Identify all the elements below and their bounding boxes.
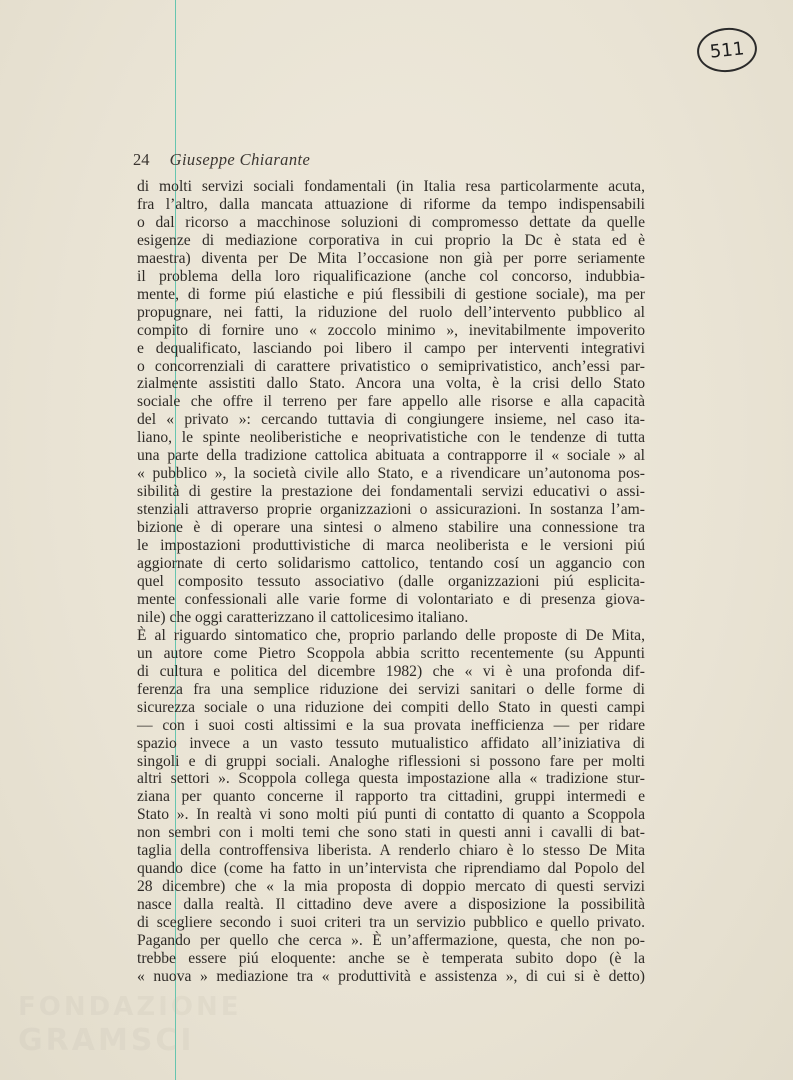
text-line: nasce dalla realtà. Il cittadino deve avere a disposizione la possibilità (137, 896, 645, 914)
text-line: ferenza fra una semplice riduzione dei servizi sanitari o delle forme di (137, 680, 645, 698)
text-line: maestra) diventa per De Mita l’occasione non già per porre seriamente (137, 249, 645, 267)
watermark-line-1: FONDAZIONE (18, 992, 242, 1022)
text-line: di scegliere secondo i suoi criteri tra un servizio pubblico e quello privato. (137, 914, 645, 932)
text-line: sociale che offre il terreno per fare appello alle risorse e alla capacità (137, 393, 645, 411)
text-line: mente, di forme piú elastiche e piú flessibili di gestione sociale), ma per (137, 285, 645, 303)
running-head (133, 150, 653, 170)
text-line: quando dice (come ha fatto in un’intervista che riprendiamo dal Popolo del (137, 860, 645, 878)
text-line: altri settori ». Scoppola collega questa impostazione alla « tradizione stur- (137, 770, 645, 788)
text-line: compito di fornire uno « zoccolo minimo », inevitabilmente impoverito (137, 321, 645, 339)
text-line: sicurezza sociale o una riduzione dei compiti dello Stato in questi campi (137, 698, 645, 716)
text-line: liano, le spinte neoliberistiche e neoprivatistiche con le tendenze di tutta (137, 429, 645, 447)
text-line: stenziali attraverso proprie organizzazioni o assicurazioni. In sostanza l’am- (137, 501, 645, 519)
text-line: zialmente assistiti dallo Stato. Ancora una volta, è la crisi dello Stato (137, 375, 645, 393)
text-line: fra l’altro, dalla mancata attuazione di riforme da tempo indispensabili (137, 195, 645, 213)
text-line: non sembri con i molti temi che sono stati in questi anni i cavalli di bat- (137, 824, 645, 842)
foundation-watermark (18, 990, 258, 1070)
text-line: propugnare, nei fatti, la riduzione del ruolo dell’intervento pubblico al (137, 303, 645, 321)
text-line: Stato ». In realtà vi sono molti piú punti di contatto di quanto a Scoppola (137, 806, 645, 824)
text-line: esigenze di mediazione corporativa in cui proprio la Dc è stata ed è (137, 231, 645, 249)
text-line: « pubblico », la società civile allo Stato, e a rivendicare un’autonoma pos- (137, 465, 645, 483)
page-number: 24 (133, 150, 150, 169)
text-line: È al riguardo sintomatico che, proprio parlando delle proposte di De Mita, (137, 626, 645, 644)
text-line: spazio invece a un vasto tessuto mutualistico affidato all’iniziativa di (137, 734, 645, 752)
text-line: Pagando per quello che cerca ». È un’affermazione, questa, che non po- (137, 932, 645, 950)
text-line: del « privato »: cercando tuttavia di congiungere insieme, nel caso ita- (137, 411, 645, 429)
text-line: taglia della controffensiva liberista. A renderlo chiaro è lo stesso De Mita (137, 842, 645, 860)
text-line: quel composito tessuto associativo (dalle organizzazioni piú esplicita- (137, 572, 645, 590)
text-line: o dal ricorso a macchinose soluzioni di compromesso dettate da quelle (137, 213, 645, 231)
text-line-paragraph-end: nile) che oggi caratterizzano il cattolicesimo italiano. (137, 608, 469, 626)
text-line: sibilità di gestire la prestazione dei fondamentali servizi educativi o assi- (137, 483, 645, 501)
body-text (137, 178, 645, 986)
text-line: ziana per quanto concerne il rapporto tra cittadini, gruppi intermedi e (137, 788, 645, 806)
watermark-line-2: GRAMSCI (18, 1023, 195, 1058)
text-line: mente confessionali alle varie forme di volontariato e di presenza giova- (137, 590, 645, 608)
text-line: un autore come Pietro Scoppola abbia scritto recentemente (su Appunti (137, 644, 645, 662)
text-line: le impostazioni produttivistiche di marca neoliberista e le versioni piú (137, 537, 645, 555)
archive-stamp: 511 (695, 25, 759, 75)
text-line: di molti servizi sociali fondamentali (in Italia resa particolarmente acuta, (137, 178, 645, 195)
text-line: una parte della tradizione cattolica abituata a contrapporre il « sociale » al (137, 447, 645, 465)
text-line: « nuova » mediazione tra « produttività e assistenza », di cui si è detto) (137, 967, 645, 985)
text-line: trebbe essere piú eloquente: anche se è temperata subito dopo (è la (137, 949, 645, 967)
text-line: 28 dicembre) che « la mia proposta di doppio mercato di questi servizi (137, 878, 645, 896)
text-line: — con i suoi costi altissimi e la sua provata inefficienza — per ridare (137, 716, 645, 734)
text-line: bizione è di operare una sintesi o almeno stabilire una connessione tra (137, 519, 645, 537)
text-line: e dequalificato, lasciando poi libero il campo per interventi integrativi (137, 339, 645, 357)
text-line: o concorrenziali di carattere privatistico o semiprivatistico, anch’essi par- (137, 357, 645, 375)
text-line: singoli e di gruppi sociali. Analoghe riflessioni si possono fare per molti (137, 752, 645, 770)
text-line: di cultura e politica del dicembre 1982) che « vi è una profonda dif- (137, 662, 645, 680)
text-line: il problema della loro riqualificazione (anche col concorso, indubbia- (137, 267, 645, 285)
running-head-author: Giuseppe Chiarante (169, 150, 311, 169)
text-line: aggiornate di certo solidarismo cattolico, tentando cosí un aggancio con (137, 555, 645, 573)
